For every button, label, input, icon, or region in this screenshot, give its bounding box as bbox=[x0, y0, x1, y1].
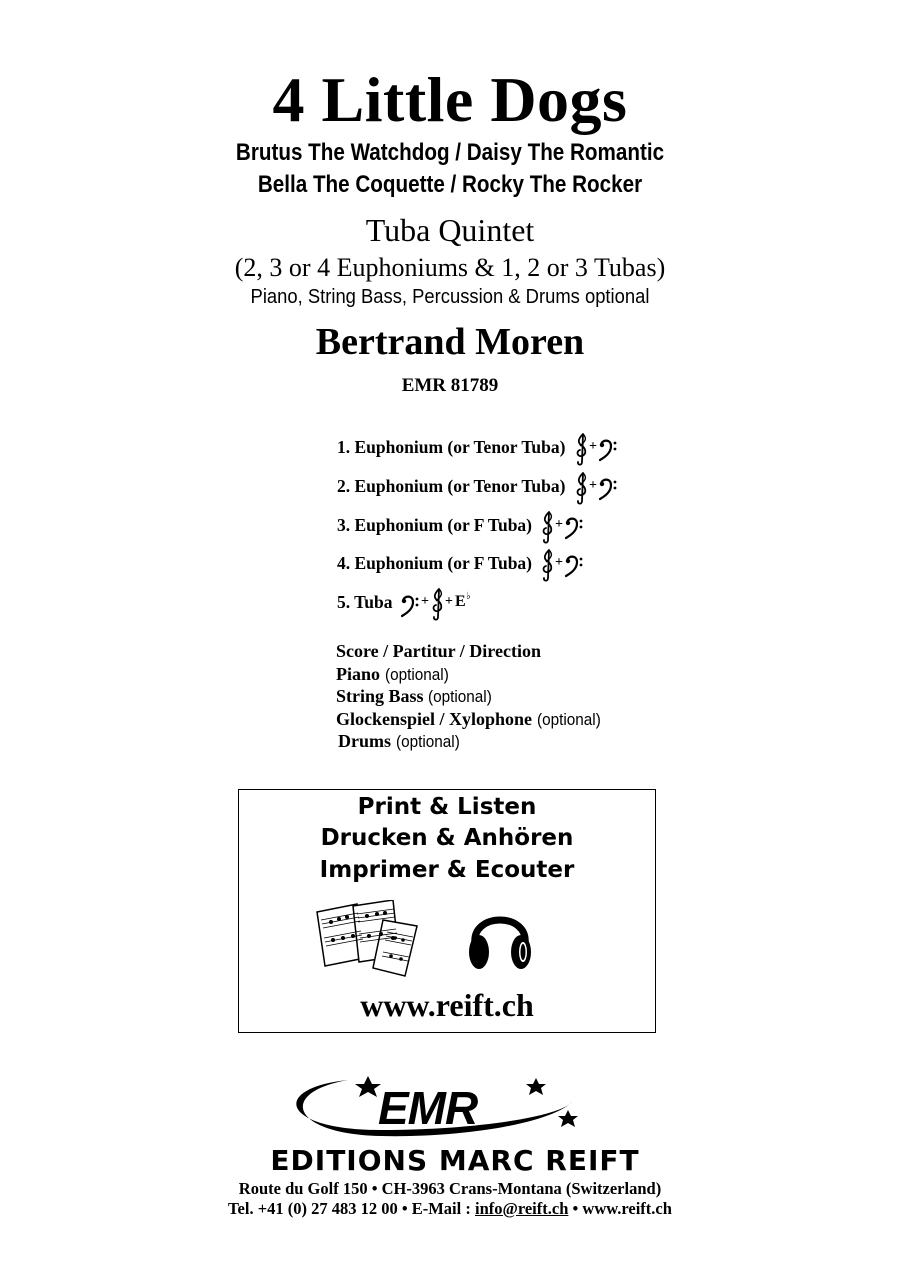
publisher-name: EDITIONS MARC REIFT bbox=[270, 1144, 640, 1177]
extra-name: Score / Partitur / Direction bbox=[336, 641, 541, 661]
optional-instruments: Piano, String Bass, Percussion & Drums optional bbox=[250, 286, 650, 308]
extra-note: (optional) bbox=[395, 732, 460, 751]
promo-line-3: Imprimer & Ecouter bbox=[319, 857, 575, 883]
clef-treble-bass-icon bbox=[574, 471, 620, 505]
part-item bbox=[337, 471, 620, 497]
svg-text:+: + bbox=[588, 478, 597, 493]
extra-note: (optional) bbox=[384, 665, 449, 684]
extra-name: String Bass bbox=[336, 686, 424, 706]
composer: Bertrand Moren bbox=[315, 321, 585, 363]
page-title: 4 Little Dogs bbox=[272, 64, 628, 135]
email-link[interactable]: info@reift.ch bbox=[474, 1199, 569, 1218]
extra-name: Piano bbox=[336, 664, 381, 684]
eb-label: E bbox=[454, 593, 466, 610]
publisher-contact bbox=[0, 1198, 900, 1220]
extra-note: (optional) bbox=[428, 687, 492, 706]
headphones-icon bbox=[465, 898, 535, 978]
extra-item bbox=[336, 685, 499, 708]
svg-text:♭: ♭ bbox=[465, 591, 471, 602]
clef-treble-bass-icon bbox=[574, 432, 620, 466]
print-listen-box bbox=[238, 789, 656, 1033]
contact-phone: Tel. +41 (0) 27 483 12 00 • E-Mail : bbox=[228, 1199, 475, 1218]
contact-website[interactable]: • www.reift.ch bbox=[568, 1199, 672, 1218]
subtitle-line-1: Brutus The Watchdog / Daisy The Romantic bbox=[235, 139, 665, 166]
part-label: 5. Tuba bbox=[337, 592, 393, 613]
part-label: 4. Euphonium (or F Tuba) bbox=[337, 553, 533, 574]
clef-treble-bass-icon bbox=[540, 510, 586, 544]
subtitle-line-2: Bella The Coquette / Rocky The Rocker bbox=[257, 171, 643, 198]
part-label: 1. Euphonium (or Tenor Tuba) bbox=[337, 437, 566, 458]
part-item bbox=[337, 548, 586, 574]
part-item bbox=[337, 432, 620, 458]
part-item bbox=[337, 510, 586, 536]
extra-note: (optional) bbox=[536, 710, 601, 729]
extra-item bbox=[336, 640, 541, 662]
sheet-music-icon bbox=[313, 900, 423, 980]
promo-line-1: Print & Listen bbox=[357, 794, 537, 820]
part-item bbox=[337, 587, 473, 613]
svg-text:+: + bbox=[555, 517, 564, 532]
publisher-address: Route du Golf 150 • CH-3963 Crans-Montana (Switzerland) bbox=[238, 1179, 662, 1198]
emr-logo bbox=[230, 1068, 680, 1183]
promo-website: www.reift.ch bbox=[360, 987, 534, 1023]
clef-bass-treble-eb-icon bbox=[401, 587, 473, 621]
svg-text:+: + bbox=[420, 594, 429, 609]
extra-item bbox=[336, 708, 607, 731]
logo-text: EMR bbox=[378, 1082, 478, 1134]
svg-text:+: + bbox=[555, 555, 564, 570]
extra-name: Drums bbox=[338, 731, 391, 751]
extra-name: Glockenspiel / Xylophone bbox=[336, 709, 533, 729]
promo-line-2: Drucken & Anhören bbox=[320, 825, 574, 851]
instrumentation: (2, 3 or 4 Euphoniums & 1, 2 or 3 Tubas) bbox=[234, 253, 666, 282]
clef-treble-bass-icon bbox=[540, 548, 586, 582]
part-label: 2. Euphonium (or Tenor Tuba) bbox=[337, 476, 566, 497]
extra-item bbox=[338, 730, 466, 753]
svg-text:+: + bbox=[444, 594, 453, 609]
extra-item bbox=[336, 663, 455, 686]
ensemble: Tuba Quintet bbox=[365, 212, 535, 248]
svg-text:+: + bbox=[588, 439, 597, 454]
part-label: 3. Euphonium (or F Tuba) bbox=[337, 515, 533, 536]
catalog-code: EMR 81789 bbox=[401, 375, 499, 396]
